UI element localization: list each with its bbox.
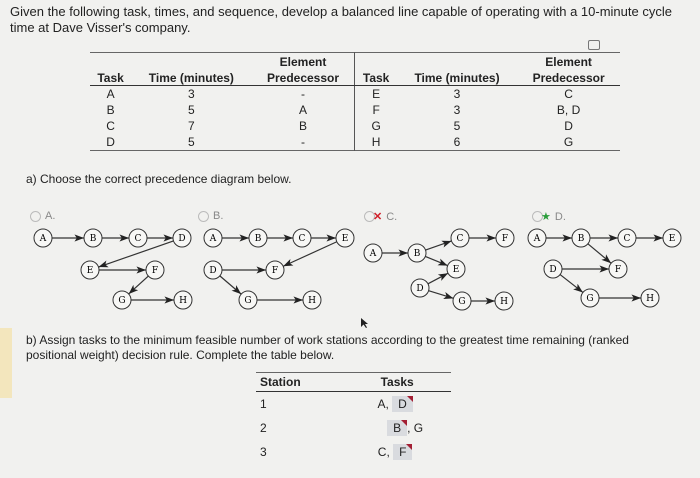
table-cell: F bbox=[355, 102, 397, 118]
node-label: G bbox=[458, 297, 466, 307]
answer-dropdown[interactable]: B bbox=[387, 420, 407, 436]
node-label: A bbox=[369, 249, 377, 259]
station-number: 2 bbox=[260, 421, 267, 435]
table-cell: - bbox=[301, 87, 306, 101]
node-label: D bbox=[209, 266, 217, 276]
station-row bbox=[256, 440, 451, 464]
table-cell: C bbox=[106, 119, 115, 133]
node-label: A bbox=[39, 234, 47, 244]
part-b-prompt: b) Assign tasks to the minimum feasible number of work stations according to the greatest time remaining (ranked positional weight) decision rule. Complete the table below. bbox=[26, 333, 629, 362]
node-label: F bbox=[271, 266, 279, 276]
node-label: B bbox=[577, 234, 585, 244]
edge-B-F bbox=[588, 244, 611, 263]
option-c[interactable] bbox=[364, 210, 397, 223]
table-cell: H bbox=[355, 134, 397, 151]
option-label: B. bbox=[213, 210, 224, 222]
table-cell: 6 bbox=[453, 135, 461, 149]
header-task: Task bbox=[355, 69, 397, 86]
node-label: C bbox=[623, 234, 631, 244]
answer-dropdown[interactable]: F bbox=[393, 444, 412, 460]
option-label: A. bbox=[45, 210, 56, 222]
header-predecessor: Predecessor bbox=[252, 69, 355, 86]
table-cell: 5 bbox=[188, 103, 195, 117]
table-cell: 3 bbox=[188, 87, 195, 101]
left-highlight-bar bbox=[0, 328, 12, 398]
option-b[interactable] bbox=[198, 210, 223, 222]
table-cell: B bbox=[299, 119, 308, 133]
node-label: C bbox=[298, 234, 306, 244]
table-cell: G bbox=[355, 118, 397, 134]
node-label: C bbox=[134, 234, 142, 244]
radio-button[interactable] bbox=[30, 211, 41, 222]
header-element: Element bbox=[279, 55, 327, 69]
table-row bbox=[90, 134, 620, 151]
table-cell: B, D bbox=[556, 103, 581, 117]
node-label: F bbox=[501, 234, 509, 244]
answer-dropdown[interactable]: D bbox=[392, 396, 413, 412]
option-a[interactable] bbox=[30, 210, 55, 222]
table-cell: - bbox=[301, 135, 306, 149]
table-cell: 5 bbox=[453, 119, 461, 133]
prefilled-task: , G bbox=[407, 421, 424, 435]
header-predecessor: Predecessor bbox=[517, 69, 620, 86]
option-label: C. bbox=[386, 210, 398, 223]
header-element: Element bbox=[545, 55, 592, 69]
header-station: Station bbox=[256, 373, 343, 392]
edge-D-G bbox=[429, 291, 454, 299]
table-row bbox=[90, 86, 620, 103]
node-label: H bbox=[500, 297, 508, 307]
table-cell: A bbox=[106, 87, 115, 101]
table-cell: 7 bbox=[188, 119, 195, 133]
edge-B-C bbox=[425, 241, 451, 250]
station-number: 1 bbox=[260, 397, 267, 411]
table-cell: 3 bbox=[453, 87, 461, 101]
diagram-d bbox=[528, 229, 681, 307]
diagram-a bbox=[34, 229, 192, 309]
edge-B-E bbox=[425, 256, 447, 265]
node-label: G bbox=[118, 296, 126, 306]
header-time: Time (minutes) bbox=[131, 69, 251, 86]
node-label: E bbox=[86, 266, 94, 276]
edge-E-F bbox=[283, 242, 337, 267]
correct-star-icon: ★ bbox=[541, 211, 551, 223]
table-cell: D bbox=[106, 135, 115, 149]
task-table bbox=[90, 52, 620, 151]
prefilled-task: C, bbox=[377, 445, 390, 459]
table-cell: E bbox=[355, 86, 397, 103]
incorrect-x-icon: ✕ bbox=[373, 211, 383, 223]
node-label: D bbox=[416, 284, 424, 294]
node-label: B bbox=[413, 249, 421, 259]
option-label: D. bbox=[554, 210, 566, 223]
diagram-c bbox=[364, 229, 514, 310]
node-label: B bbox=[254, 234, 262, 244]
node-label: A bbox=[533, 234, 541, 244]
edge-F-G bbox=[129, 276, 149, 294]
table-row bbox=[90, 102, 620, 118]
expand-table-icon[interactable] bbox=[588, 40, 600, 50]
table-cell: D bbox=[564, 119, 573, 133]
table-cell: 3 bbox=[453, 103, 461, 117]
edge-D-G bbox=[560, 275, 583, 293]
station-row bbox=[256, 392, 451, 417]
node-label: A bbox=[209, 234, 217, 244]
diagram-b bbox=[204, 229, 354, 309]
question-text: Given the following task, times, and sequence, develop a balanced line capable of operating with a 10-minute cycle time at Dave Visser's company. bbox=[10, 4, 672, 35]
header-tasks: Tasks bbox=[343, 373, 451, 392]
node-label: E bbox=[452, 265, 460, 275]
precedence-diagrams bbox=[0, 195, 700, 320]
station-number: 3 bbox=[260, 445, 267, 459]
table-cell: G bbox=[563, 135, 574, 149]
node-label: C bbox=[456, 234, 464, 244]
mouse-cursor-icon bbox=[360, 317, 370, 329]
node-label: D bbox=[549, 265, 557, 275]
header-time: Time (minutes) bbox=[397, 69, 517, 86]
table-cell: C bbox=[564, 87, 573, 101]
node-label: G bbox=[244, 296, 252, 306]
table-cell: 5 bbox=[188, 135, 195, 149]
node-label: E bbox=[341, 234, 349, 244]
table-cell: B bbox=[106, 103, 115, 117]
table-row bbox=[90, 118, 620, 134]
node-label: E bbox=[668, 234, 676, 244]
option-d[interactable] bbox=[532, 210, 566, 223]
station-table bbox=[256, 372, 451, 464]
node-label: G bbox=[586, 294, 594, 304]
station-row bbox=[256, 416, 451, 440]
part-a-prompt: a) Choose the correct precedence diagram below. bbox=[26, 172, 292, 186]
table-cell: A bbox=[299, 103, 308, 117]
node-label: B bbox=[89, 234, 97, 244]
edge-D-E bbox=[428, 273, 448, 284]
node-label: H bbox=[308, 296, 316, 306]
node-label: F bbox=[151, 266, 159, 276]
radio-button[interactable] bbox=[198, 211, 209, 222]
node-label: H bbox=[646, 294, 654, 304]
node-label: D bbox=[178, 234, 186, 244]
prefilled-task: A, bbox=[377, 397, 389, 411]
node-label: F bbox=[614, 265, 622, 275]
node-label: H bbox=[179, 296, 187, 306]
edge-D-G bbox=[220, 276, 241, 294]
header-task: Task bbox=[90, 69, 131, 86]
